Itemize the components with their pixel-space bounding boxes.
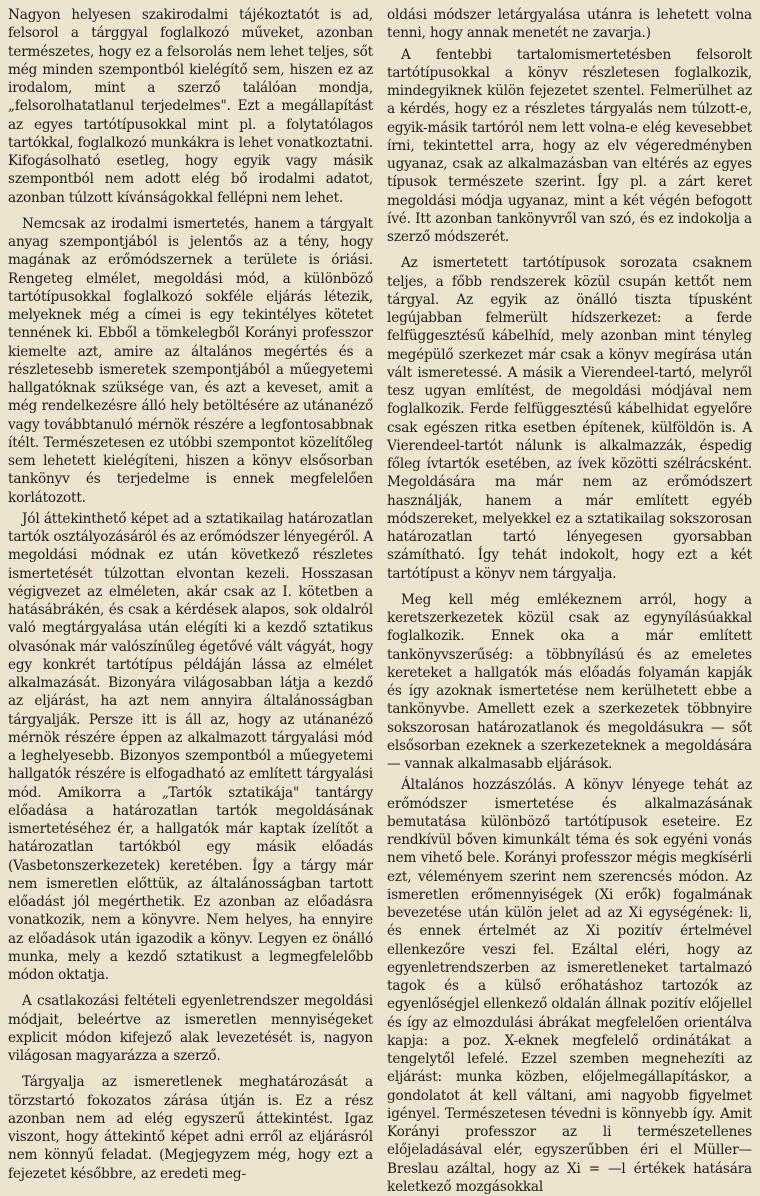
paragraph: Általános hozzászólás. A könyv lényege tehát az erőmódszer ismertetése és alkalmazásának bemutatása különböző tartótípusok eseteire. Ez rendkívül bőven kimunkált téma és sok egyéni vonás nem vihető bele. Korányi professzor mégis megkísérli ezt, véleményem szerint nem szerencsés módon. Az ismeretlen erőmennyiségek (Xi erők) fogalmának bevezetése után külön jelet ad az Xi egységének: li, és ennek értelmét az Xi pozitív értelmével ellenkezőre veszi fel. Ezáltal eléri, hogy az egyenletrendszerben az ismeretleneket tartalmazó tagok és a külső erőhatáshoz tartozók az egyenlőségjel ellenkező oldalán állnak pozitív előjellel és így az elmozdulási ábrákat megfelelően orientálva kapja: a poz. X-eknek megfelelő ordinátákat a tengelytől lefelé. Ezzel szemben megnehezíti az eljárást: munka közben, előjelmegállapításkor, a gondolatot át kell váltani, ami nagyobb figyelmet igényel. Természetesen tévedni is könnyebb így. Amit Korányi professzor az li természetellenes előjeladásával elér, egyszerűbben éri el Müller—Breslau azáltal, hogy az Xi = —l értékek hatására keletkező mozgásokkal [387,777,752,1195]
paragraph: Nagyon helyesen szakirodalmi tájékoztatót is ad, felsorol a tárggyal foglalkozó műveket, azonban természetes, hogy ez a felsorolás nem lehet teljes, sőt még minden szempontból kielégítő sem, hiszen ez az irodalom, mint a szerző találóan mondja, „felsorolhatatlanul terjedelmes". Ezt a megállapítást az egyes tartótípusokkal mint pl. a folytatólagos tartókkal, foglalkozó munkákra is lehet vonatkoztatni. Kifogásolható esetleg, hogy egyik vagy másik szempontból nem adott elég bő irodalmi adatot, azonban túlzott kívánságokkal fellépni nem lehet. [8,7,373,206]
paragraph: Meg kell még emlékeznem arról, hogy a keretszerkezetek közül csak az egynyílásúakkal foglalkozik. Ennek oka a már említett tankönyvszerűség: a többnyílású és az emeletes kereteket a hallgatók más előadás folyamán kapják és így azoknak ismertetése nem kerülhetett ebbe a tankönyvbe. Amellett ezek a szerkezetek többnyire sokszorosan határozatlanok és megoldásukra — sőt elsősorban ezeknek a szerkezeteknek a megoldására — vannak alkalmasabb eljárások. [387,591,752,772]
paragraph: oldási módszer letárgyalása utánra is lehetett volna tenni, hogy annak menetét ne zavarja.) [387,7,752,42]
paragraph: Jól áttekinthető képet ad a sztatikailag határozatlan tartók osztályozásáról és az erőmódszer lényegéről. A megoldási módnak ez után következő részletes ismertetését túlzottan elvontan kezeli. Hosszasan végigvezet az elméleten, akár csak az I. kötetben a hatásábrákén, és csak a kérdések alapos, sok oldalról való megtárgyalása után elégíti ki a kezdő sztatikus olvasónak már valószínűleg égetővé vált vágyát, hogy egy konkrét tartótípus példáján lássa az elmélet alkalmazását. Bizonyára világosabban látja a kezdő az eljárást, ha azt nem annyira általánosságban tárgyalják. Persze itt is áll az, hogy az utánanéző mérnök részére éppen az alkalmazott tárgyalási mód a leghelyesebb. Bizonyos szempontból a műegyetemi hallgatók részére is elfogadható az említett tárgyalási mód. Amikorra a „Tartók sztatikája" tantárgy előadása a határozatlan tartók megoldásának ismertetéséhez ér, a hallgatók már kaptak ízelítőt a határozatlan tartókból egy másik előadás (Vasbetonszerkezetek) keretében. Így a tárgy már nem ismeretlen előttük, az általánosságban tartott előadást jól megérthetik. Ez azonban az előadásra vonatkozik, nem a könyvre. Nem helyes, ha ennyire az előadások után igazodik a könyv. Legyen ez önálló munka, mely a kezdő sztatikust a legmegfelelőbb módon oktatja. [8,510,373,983]
right-column [387,6,752,1195]
paragraph: Nemcsak az irodalmi ismertetés, hanem a tárgyalt anyag szempontjából is jelentős az a tény, hogy magának az erőmódszernek a területe is óriási. Rengeteg elmélet, megoldási mód, a különböző tartótípusokkal foglalkozó sokféle eljárás létezik, melyeknek még a címei is egy tekintélyes kötetet tennének ki. Ebből a tömkelegből Korányi professzor kiemelte azt, amire az általános megértés és a részletesebb ismeretek szempontjából a műegyetemi hallgatóknak szüksége van, és azt a keveset, amit a még rendelkezésre álló hely betöltésére az utánanéző vagy továbbtanuló mérnök részére a legfontosabbnak ítélt. Természetesen ez utóbbi szempontot közelítőleg sem lehetett kielégíteni, hiszen a könyv elsősorban tankönyv és terjedelme is ennek megfelelően korlátozott. [8,215,373,506]
paragraph: Az ismertetett tartótípusok sorozata csaknem teljes, a főbb rendszerek közül csupán kettőt nem tárgyal. Az egyik az önálló tiszta típusként legújabban felmerült hídszerkezet: a ferde felfüggesztésű kábelhíd, mely azonban mint tényleg megépülő szerkezet már csak a könyv megírása után vált ismeretessé. A másik a Vierendeel-tartó, melyről tesz ugyan említést, de megoldási módjával nem foglalkozik. Ferde felfüggesztésű kábelhidat egyelőre csak egészen ritka esetben építenek, külföldön is. A Vierendeel-tartót nálunk is alkalmazzák, éspedig főleg ívtartók esetében, az ívek közötti szélrácsként. Megoldására ma már nem az erőmódszert használják, hanem a már említett egyéb módszereket, melyekkel ez a sztatikailag sokszorosan határozatlan tartó lényegesen gyorsabban számítható. Így tehát indokolt, hogy ezt a két tartótípust a könyv nem tárgyalja. [387,255,752,582]
paragraph: A fentebbi tartalomismertetésben felsorolt tartótípusokkal a könyv részletesen foglalkozik, mindegyiknek külön fejezetet szentel. Felmerülhet az a kérdés, hogy ez a részletes tárgyalás nem túlzott-e, egyik-másik tartóról nem lett volna-e elég kevesebbet írni, tekintettel arra, hogy az elv végeredményben ugyanaz, csak az alkalmazásban van eltérés az egyes típusok természete szerint. Így pl. a zárt keret megoldási módja ugyanaz, mint a két végén befogott ívé. Itt azonban tankönyvről van szó, és ez indokolja a szerző módszerét. [387,46,752,245]
left-column [8,6,373,1182]
paragraph: A csatlakozási feltételi egyenletrendszer megoldási módjait, beleértve az ismeretlen mennyiségeket explicit módon kifejező alak levezetését is, nagyon világosan magyarázza a szerző. [8,993,373,1064]
paragraph: Tárgyalja az ismeretlenek meghatározását a törzstartó fokozatos zárása útján is. Ez a rész azonban nem ad elég egyszerű áttekintést. Igaz viszont, hogy áttekintő képet adni erről az eljárásról nem könnyű feladat. (Megjegyzem még, hogy ezt a fejezetet későbbre, az eredeti meg- [8,1074,373,1182]
